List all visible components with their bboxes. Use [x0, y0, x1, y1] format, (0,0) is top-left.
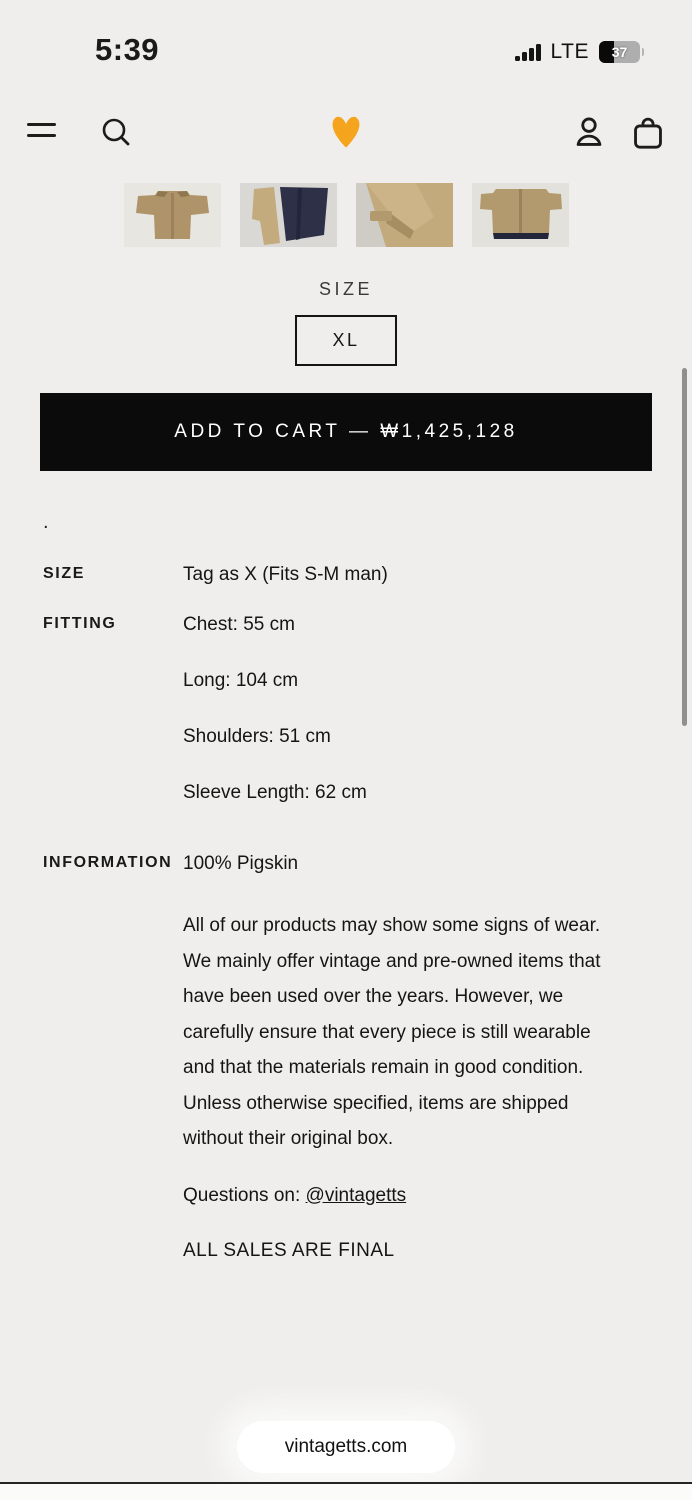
account-button[interactable]: [572, 115, 606, 151]
battery-icon: [599, 41, 640, 63]
signal-strength-icon: [515, 43, 541, 61]
bag-icon: [631, 114, 665, 129]
product-thumbnail-4[interactable]: [472, 183, 569, 247]
information-material: 100% Pigskin: [183, 853, 299, 874]
detail-row-fitting: [0, 613, 692, 837]
detail-row-size: [0, 563, 692, 613]
size-option-xl[interactable]: XL: [295, 315, 397, 366]
fitting-long: Long: 104 cm: [183, 670, 299, 691]
fitting-shoulders: Shoulders: 51 cm: [183, 726, 331, 747]
bottom-strip: [0, 1484, 692, 1500]
site-header: [0, 90, 692, 176]
product-thumbnail-2[interactable]: [240, 183, 337, 247]
questions-line: [183, 1178, 613, 1213]
battery-indicator: [599, 41, 644, 63]
person-icon: [572, 115, 606, 130]
fitting-chest: Chest: 55 cm: [183, 614, 295, 635]
add-to-cart-button[interactable]: ADD TO CART — ₩1,425,128: [40, 393, 652, 471]
questions-prefix: Questions on:: [183, 1184, 306, 1206]
status-bar: [0, 0, 692, 90]
size-value: Tag as X (Fits S-M man): [183, 564, 388, 585]
product-thumbnail-1[interactable]: [124, 183, 221, 247]
brand-logo-v-icon: [329, 112, 363, 129]
detail-label-size: SIZE: [43, 565, 85, 582]
clock-time: 5:39: [95, 32, 160, 67]
fitting-sleeve: Sleeve Length: 62 cm: [183, 782, 367, 803]
instagram-handle-link[interactable]: @vintagetts: [305, 1184, 407, 1206]
sales-final-note: ALL SALES ARE FINAL: [183, 1239, 395, 1261]
cart-button[interactable]: [631, 114, 665, 152]
battery-tip: [642, 48, 645, 56]
scrollbar-thumb[interactable]: [682, 368, 687, 726]
information-paragraph: All of our products may show some signs of wear. We mainly offer vintage and pre-owned items that have been used over the years. However, we carefully ensure that every piece is still wearable and that the materials remain in good condition. Unless otherwise specified, items are shipped without their original box.: [183, 915, 601, 1149]
product-thumbnail-3[interactable]: [356, 183, 453, 247]
product-details: [0, 563, 692, 1268]
stray-dot-text: .: [43, 511, 49, 533]
battery-percent: 37: [611, 44, 628, 60]
detail-label-information: INFORMATION: [43, 854, 173, 871]
product-thumbnail-strip: [0, 183, 692, 247]
size-heading: SIZE: [318, 279, 373, 299]
network-type-label: LTE: [550, 40, 589, 63]
status-indicators: [515, 40, 644, 64]
browser-url-pill[interactable]: vintagetts.com: [237, 1421, 455, 1473]
detail-row-information: [0, 852, 692, 1268]
detail-label-fitting: FITTING: [43, 615, 117, 632]
